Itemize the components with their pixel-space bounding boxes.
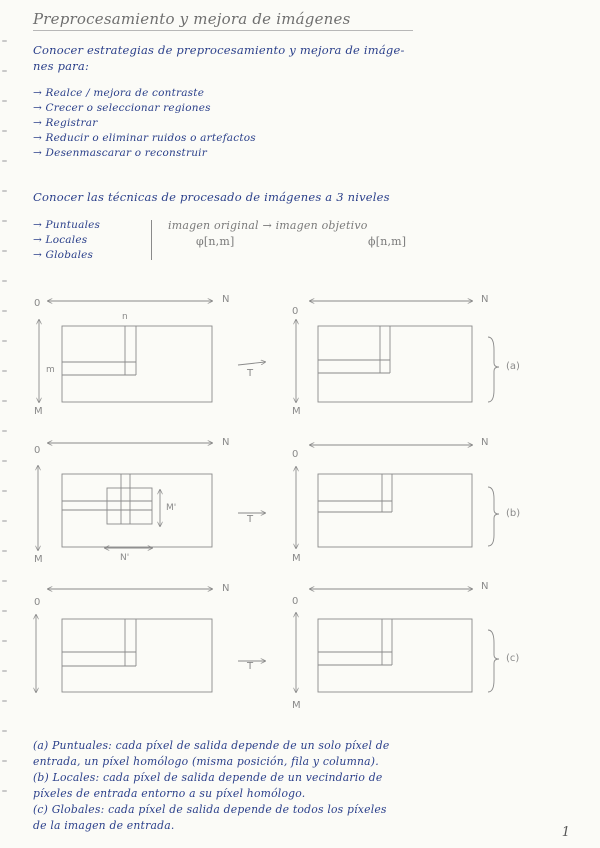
output-function: ϕ[n,m] xyxy=(368,235,407,248)
row-brace xyxy=(488,337,499,402)
level-item: → Locales xyxy=(33,234,88,246)
footer-line: (b) Locales: cada píxel de salida depende de un vecindario de xyxy=(33,771,383,784)
input-function: φ[n,m] xyxy=(196,235,235,248)
row-brace xyxy=(488,487,499,546)
footer-line: (c) Globales: cada píxel de salida depende de todos los píxeles xyxy=(33,803,387,816)
flow-label: imagen original → imagen objetivo xyxy=(168,219,368,232)
m-axis-label: M xyxy=(34,554,43,565)
footer-line: (a) Puntuales: cada píxel de salida depende de un solo píxel de xyxy=(33,739,390,752)
list-item: → Crecer o seleccionar regiones xyxy=(33,102,211,114)
transform-label: T xyxy=(247,514,254,525)
m-axis-label: M xyxy=(292,406,301,417)
row-brace xyxy=(488,630,499,692)
row-label-a: (a) xyxy=(506,361,520,372)
transform-label: T xyxy=(247,661,254,672)
origin-label: 0 xyxy=(292,306,299,317)
n-axis-label: N xyxy=(222,294,230,305)
m-axis-label: M xyxy=(292,700,301,711)
footer-line: píxeles de entrada entorno a su píxel homólogo. xyxy=(33,787,306,800)
input-image xyxy=(62,619,212,692)
output-image xyxy=(318,326,472,402)
footer-line: de la imagen de entrada. xyxy=(33,819,175,832)
origin-label: 0 xyxy=(34,298,41,309)
neighbourhood-window xyxy=(107,488,152,524)
window-m-label: M' xyxy=(166,503,177,513)
m-axis-label: M xyxy=(292,553,301,564)
window-n-label: N' xyxy=(120,553,130,563)
n-axis-label: N xyxy=(481,294,489,305)
n-axis-label: N xyxy=(481,581,489,592)
origin-label: 0 xyxy=(292,449,299,460)
m-axis-label: M xyxy=(34,406,43,417)
origin-label: 0 xyxy=(292,596,299,607)
page-title: Preprocesamiento y mejora de imágenes xyxy=(33,10,351,28)
page-number: 1 xyxy=(561,825,570,840)
origin-label: 0 xyxy=(34,445,41,456)
list-item: → Registrar xyxy=(33,117,98,129)
output-image xyxy=(318,619,472,692)
n-axis-label: N xyxy=(481,437,489,448)
row-label-c: (c) xyxy=(506,653,520,664)
transform-arrow xyxy=(238,362,265,365)
footer-line: entrada, un píxel homólogo (misma posición, fila y columna). xyxy=(33,755,379,768)
origin-label: 0 xyxy=(34,597,41,608)
input-n-label: n xyxy=(122,312,128,322)
transform-label: T xyxy=(247,368,254,379)
section1-lead-line-1: Conocer estrategias de preprocesamiento y mejora de imáge- xyxy=(33,43,405,57)
row-label-b: (b) xyxy=(506,508,521,519)
level-item: → Globales xyxy=(33,249,94,261)
input-image xyxy=(62,326,212,402)
n-axis-label: N xyxy=(222,583,230,594)
section1-lead-line-2: nes para: xyxy=(33,59,90,73)
level-item: → Puntuales xyxy=(33,219,101,231)
list-item: → Realce / mejora de contraste xyxy=(33,87,205,99)
output-image xyxy=(318,474,472,547)
list-item: → Desenmascarar o reconstruir xyxy=(33,147,207,159)
n-axis-label: N xyxy=(222,437,230,448)
input-m-label: m xyxy=(46,365,55,375)
list-item: → Reducir o eliminar ruidos o artefactos xyxy=(33,132,256,144)
section2-heading: Conocer las técnicas de procesado de imágenes a 3 niveles xyxy=(33,190,390,204)
input-image xyxy=(62,474,212,547)
